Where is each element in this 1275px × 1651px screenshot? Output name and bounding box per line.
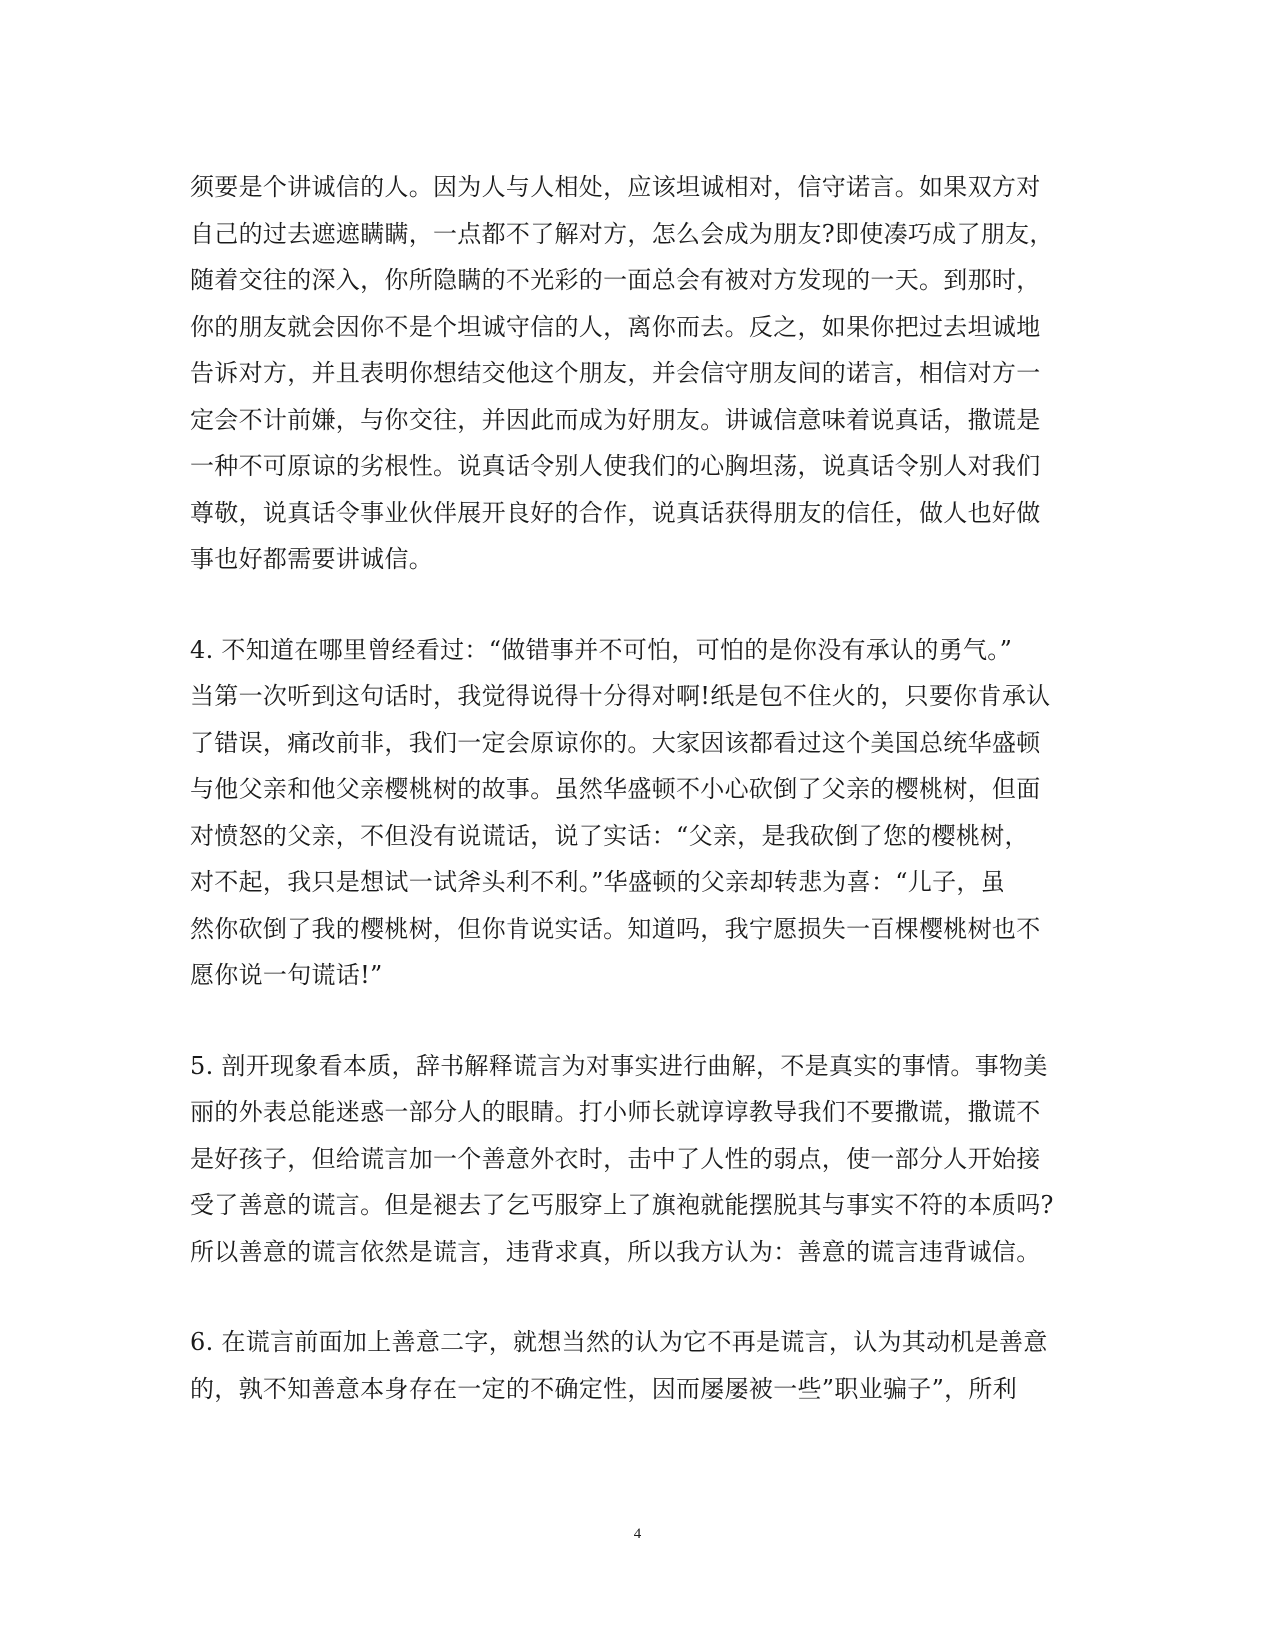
- text-line: 对不起，我只是想试一试斧头利不利。”华盛顿的父亲却转悲为喜：“儿子，虽: [190, 868, 1006, 896]
- text-line: 自己的过去遮遮瞒瞒，一点都不了解对方，怎么会成为朋友?即使凑巧成了朋友，: [190, 219, 1054, 248]
- body-text: [190, 164, 1070, 1456]
- text-line: 愿你说一句谎话!”: [190, 961, 383, 989]
- text-line: 6. 在谎言前面加上善意二字，就想当然的认为它不再是谎言，认为其动机是善意: [190, 1328, 1048, 1356]
- text-line: 尊敬，说真话令事业伙伴展开良好的合作，说真话获得朋友的信任，做人也好做: [190, 498, 1041, 527]
- text-line: 丽的外表总能迷惑一部分人的眼睛。打小师长就谆谆教导我们不要撒谎，撒谎不: [190, 1098, 1041, 1126]
- text-line: 了错误，痛改前非，我们一定会原谅你的。大家因该都看过这个美国总统华盛顿: [190, 728, 1041, 757]
- text-line: 你的朋友就会因你不是个坦诚守信的人，离你而去。反之，如果你把过去坦诚地: [190, 312, 1041, 341]
- text-line: 对愤怒的父亲，不但没有说谎话，说了实话：“父亲，是我砍倒了您的樱桃树，: [190, 821, 1029, 850]
- text-line: 4. 不知道在哪里曾经看过：“做错事并不可怕，可怕的是你没有承认的勇气。”: [190, 635, 1013, 664]
- paragraph: [190, 164, 1070, 583]
- text-line: 与他父亲和他父亲樱桃树的故事。虽然华盛顿不小心砍倒了父亲的樱桃树，但面: [190, 775, 1041, 803]
- paragraph: [190, 627, 1070, 999]
- text-line: 的，孰不知善意本身存在一定的不确定性，因而屡屡被一些”职业骗子”，所利: [190, 1374, 1018, 1403]
- text-line: 所以善意的谎言依然是谎言，违背求真，所以我方认为：善意的谎言违背诚信。: [190, 1237, 1041, 1266]
- page-number: 4: [633, 1526, 642, 1542]
- text-line: 5. 剖开现象看本质，辞书解释谎言为对事实进行曲解，不是真实的事情。事物美: [190, 1051, 1048, 1080]
- text-line: 事也好都需要讲诚信。: [190, 545, 433, 573]
- text-line: 受了善意的谎言。但是褪去了乞丐服穿上了旗袍就能摆脱其与事实不符的本质吗?: [190, 1191, 1054, 1219]
- text-line: 告诉对方，并且表明你想结交他这个朋友，并会信守朋友间的诺言，相信对方一: [190, 359, 1041, 387]
- text-line: 随着交往的深入，你所隐瞒的不光彩的一面总会有被对方发现的一天。到那时，: [190, 266, 1041, 294]
- paragraph: [190, 1043, 1070, 1276]
- text-line: 定会不计前嫌，与你交往，并因此而成为好朋友。讲诚信意味着说真话，撒谎是: [190, 405, 1041, 434]
- text-line: 然你砍倒了我的樱桃树，但你肯说实话。知道吗，我宁愿损失一百棵樱桃树也不: [190, 914, 1041, 943]
- text-line: 须要是个讲诚信的人。因为人与人相处，应该坦诚相对，信守诺言。如果双方对: [190, 173, 1041, 201]
- text-line: 是好孩子，但给谎言加一个善意外衣时，击中了人性的弱点，使一部分人开始接: [190, 1144, 1041, 1173]
- text-line: 当第一次听到这句话时，我觉得说得十分得对啊!纸是包不住火的，只要你肯承认: [190, 682, 1051, 710]
- text-line: 一种不可原谅的劣根性。说真话令别人使我们的心胸坦荡，说真话令别人对我们: [190, 452, 1041, 480]
- paragraph: [190, 1319, 1070, 1412]
